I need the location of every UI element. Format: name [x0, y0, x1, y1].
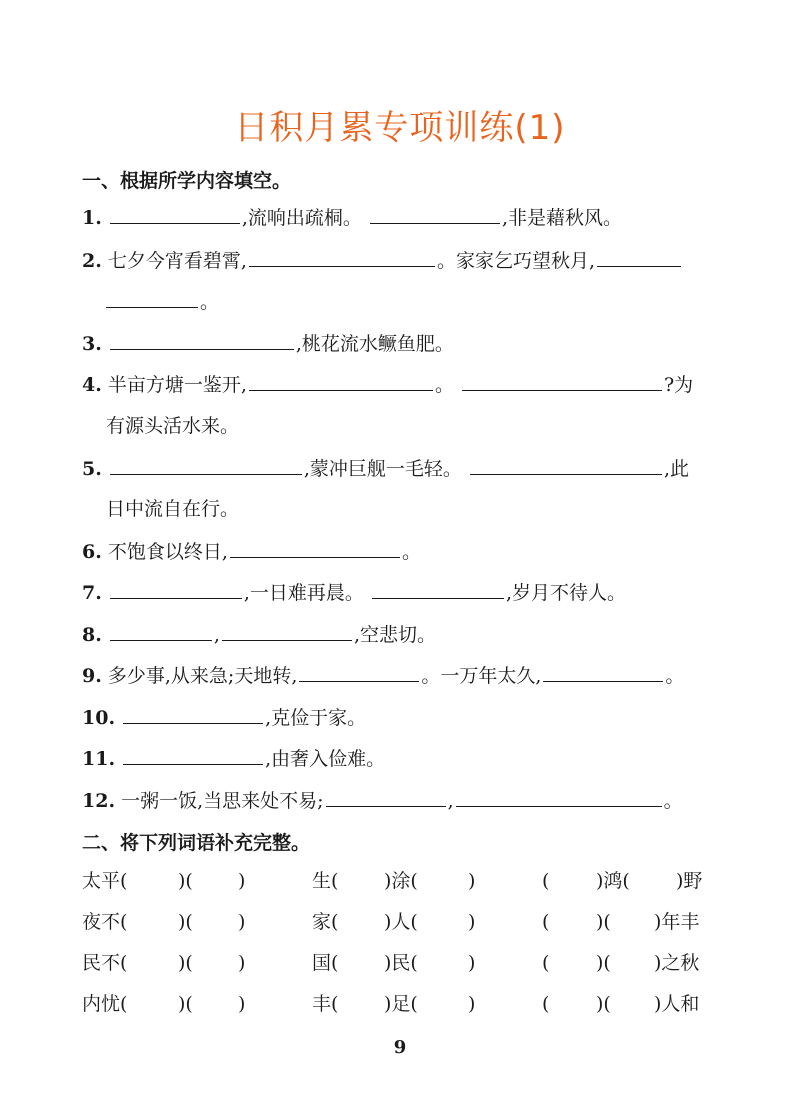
- answer-blank[interactable]: [249, 248, 435, 267]
- answer-blank[interactable]: [110, 205, 240, 224]
- question-2-continued: 。: [106, 289, 746, 314]
- answer-blank[interactable]: [230, 539, 400, 558]
- answer-blank[interactable]: [222, 622, 352, 641]
- question-3: 3. ,桃花流水鳜鱼肥。: [82, 333, 454, 355]
- question-11: 11. ,由奢入俭难。: [82, 748, 386, 770]
- answer-blank[interactable]: [470, 456, 662, 475]
- answer-blank[interactable]: [110, 331, 294, 350]
- answer-blank[interactable]: [123, 746, 263, 765]
- answer-blank[interactable]: [372, 580, 504, 599]
- answer-blank[interactable]: [249, 372, 433, 391]
- answer-blank[interactable]: [370, 205, 500, 224]
- answer-blank[interactable]: [299, 663, 419, 682]
- answer-blank[interactable]: [326, 788, 446, 807]
- answer-blank[interactable]: [123, 705, 263, 724]
- question-7: 7. ,一日难再晨。 ,岁月不待人。: [82, 582, 627, 604]
- answer-blank[interactable]: [456, 788, 662, 807]
- question-10: 10. ,克俭于家。: [82, 707, 367, 729]
- question-5-continued: 日中流自在行。: [106, 498, 240, 520]
- answer-blank[interactable]: [110, 456, 302, 475]
- answer-blank[interactable]: [543, 663, 663, 682]
- question-12: 12. 一粥一饭,当思来处不易; , 。: [82, 790, 683, 812]
- question-6: 6. 不饱食以终日, 。: [82, 541, 421, 563]
- question-5: 5. ,蒙冲巨舰一毛轻。 ,此: [82, 458, 690, 480]
- answer-blank[interactable]: [110, 580, 242, 599]
- answer-blank[interactable]: [597, 248, 681, 267]
- question-9: 9. 多少事,从来急;天地转, 。一万年太久, 。: [82, 665, 685, 687]
- question-8: 8. , ,空悲切。: [82, 624, 436, 646]
- question-4-continued: 有源头活水来。: [106, 415, 240, 437]
- question-2: 2. 七夕今宵看碧霄, 。家家乞巧望秋月,: [82, 248, 722, 273]
- section1-heading: 一、根据所学内容填空。: [82, 170, 292, 192]
- section2-heading: 二、将下列词语补充完整。: [82, 832, 311, 854]
- page-number: 9: [393, 1037, 407, 1058]
- question-1: 1. ,流响出疏桐。 ,非是藉秋风。: [82, 207, 623, 229]
- question-4: 4. 半亩方塘一鉴开, 。 ?为: [82, 374, 694, 396]
- answer-blank[interactable]: [106, 289, 198, 308]
- page-title: 日积月累专项训练(1): [234, 108, 566, 148]
- answer-blank[interactable]: [462, 372, 662, 391]
- answer-blank[interactable]: [110, 622, 212, 641]
